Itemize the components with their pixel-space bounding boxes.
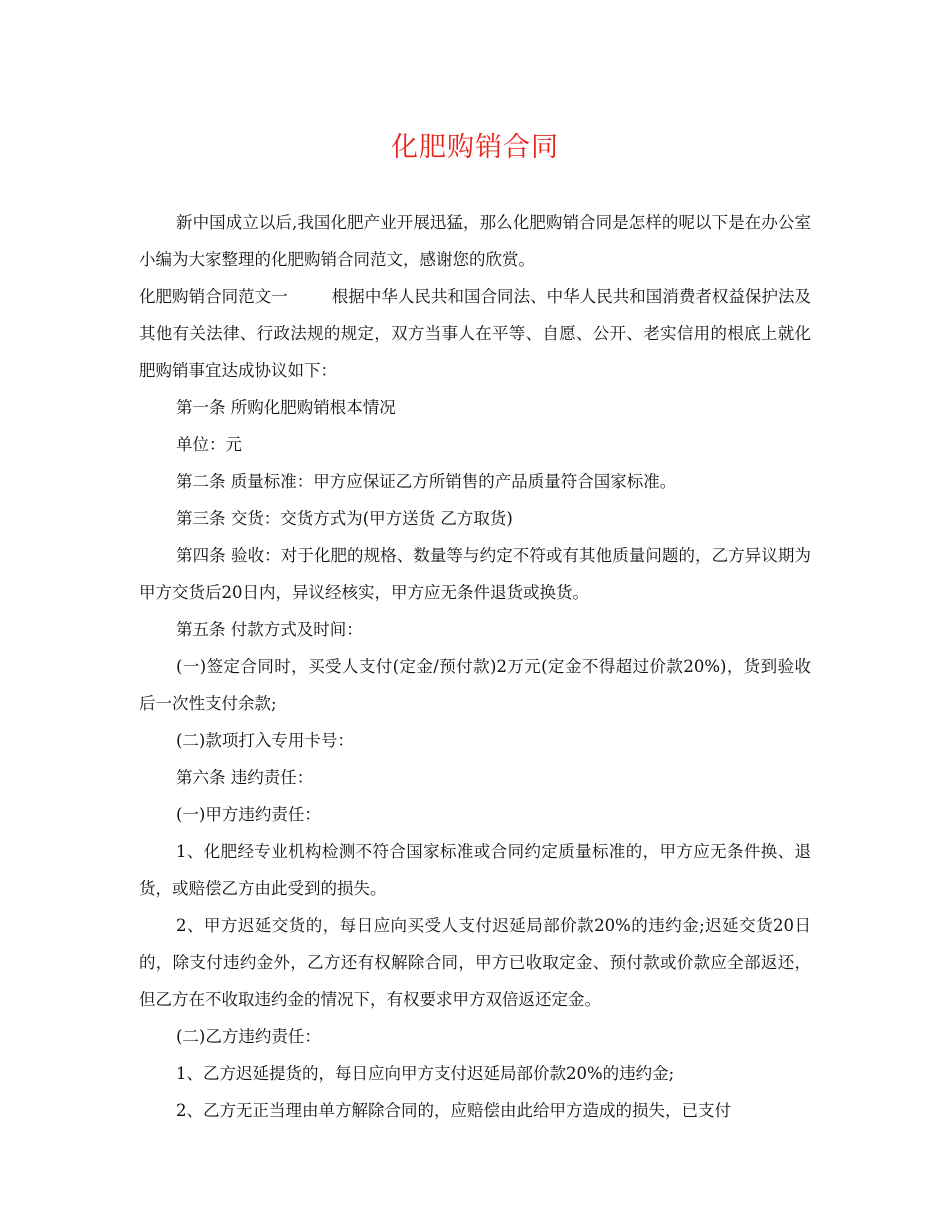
clause-6-a-item-2: 2、甲方迟延交货的，每日应向买受人支付迟延局部价款20%的违约金;迟延交货20日的，除支付违约金外，乙方还有权解除合同，甲方已收取定金、预付款或价款应全部返还，但乙方在不收取违约金的情况下，有权要求甲方双倍返还定金。 [139,916,811,1009]
clause-2: 第二条 质量标准：甲方应保证乙方所销售的产品质量符合国家标准。 [176,472,677,491]
intro-paragraph: 新中国成立以后,我国化肥产业开展迅猛，那么化肥购销合同是怎样的呢以下是在办公室小编为大家整理的化肥购销合同范文，感谢您的欣赏。 [139,213,811,269]
preamble-text: 根据中华人民共和国合同法、中华人民共和国消费者权益保护法及其他有关法律、行政法规的规定，双方当事人在平等、自愿、公开、老实信用的根底上就化肥购销事宜达成协议如下： [139,287,812,380]
clause-5: 第五条 付款方式及时间： [176,620,363,639]
clause-4: 第四条 验收：对于化肥的规格、数量等与约定不符或有其他质量问题的，乙方异议期为甲方交货后20日内，异议经核实，甲方应无条件退货或换货。 [139,546,811,602]
clause-6-b-item-1: 1、乙方迟延提货的，每日应向甲方支付迟延局部价款20%的违约金; [176,1064,675,1083]
clause-6-a-item-1: 1、化肥经专业机构检测不符合国家标准或合同约定质量标准的，甲方应无条件换、退货，或赔偿乙方由此受到的损失。 [139,842,811,898]
preamble-paragraph [139,278,811,389]
clause-5-item-1: (一)签定合同时，买受人支付(定金/预付款)2万元(定金不得超过价款20%)，货到验收后一次性支付余款; [139,657,811,713]
clause-6: 第六条 违约责任： [176,768,314,787]
clause-6-b-item-2: 2、乙方无正当理由单方解除合同的，应赔偿由此给甲方造成的损失，已支付 [176,1101,731,1120]
unit-line: 单位：元 [176,435,242,454]
clause-6-party-b: (二)乙方违约责任： [176,1027,321,1046]
clause-6-party-a: (一)甲方违约责任： [176,805,321,824]
document-title: 化肥购销合同 [391,132,559,163]
clause-3: 第三条 交货：交货方式为(甲方送货 乙方取货) [176,509,513,528]
clause-1: 第一条 所购化肥购销根本情况 [176,398,396,417]
clause-5-item-2: (二)款项打入专用卡号： [176,731,354,750]
sample-heading: 化肥购销合同范文一 [139,287,288,306]
document-body [139,204,811,1129]
